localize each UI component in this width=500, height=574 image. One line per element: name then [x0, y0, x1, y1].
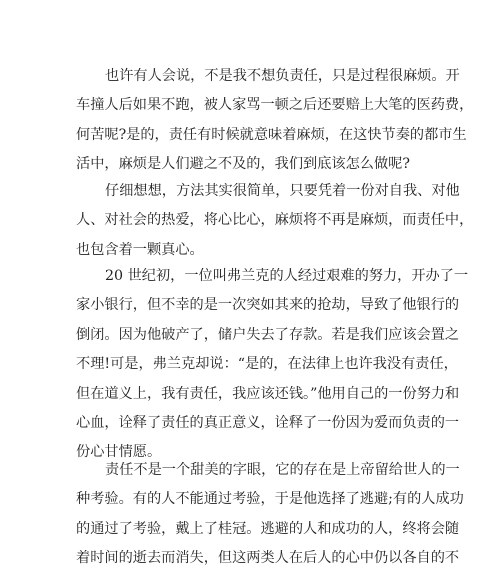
text-line: 20 世纪初，一位叫弗兰克的人经过艰难的努力，开办了一 — [105, 268, 469, 284]
text-line: 不理!可是，弗兰克却说：“是的，在法律上也许我没有责任， — [76, 356, 458, 373]
paragraph-2 — [76, 177, 474, 265]
paragraph-1 — [76, 62, 474, 180]
text-line: 也许有人会说，不是我不想负责任，只是过程很麻烦。开 — [105, 68, 460, 84]
text-line: 活中，麻烦是人们避之不及的，我们到底该怎么做呢? — [76, 156, 410, 173]
paragraph-4 — [76, 456, 464, 574]
text-line: 份心甘情愿。 — [76, 444, 162, 461]
text-line: 心血，诠释了责任的真正意义，诠释了一份因为爱而负责的一 — [76, 414, 460, 431]
text-line: 种考验。有的人不能通过考验，于是他选择了逃避;有的人成功 — [76, 491, 464, 508]
text-line: 着时间的逝去而消失，但这两类人在后人的心中仍以各自的不 — [76, 550, 460, 567]
text-line: 人、对社会的热爱，将心比心，麻烦将不再是麻烦，而责任中， — [76, 212, 474, 229]
text-line: 也包含着一颗真心。 — [76, 241, 204, 258]
text-line: 家小银行，但不幸的是一次突如其来的抢劫，导致了他银行的 — [76, 297, 460, 314]
text-line: 倒闭。因为他破产了，储户失去了存款。若是我们应该会置之 — [76, 326, 460, 343]
text-line: 的通过了考验，戴上了桂冠。逃避的人和成功的人，终将会随 — [76, 520, 460, 537]
paragraph-3 — [76, 262, 469, 468]
text-line: 但在道义上，我有责任，我应该还钱。”他用自己的一份努力和 — [76, 385, 460, 402]
text-line: 车撞人后如果不跑，被人家骂一顿之后还要赔上大笔的医药费， — [76, 97, 474, 114]
text-line: 仔细想想，方法其实很简单，只要凭着一份对自我、对他 — [105, 183, 460, 199]
text-line: 何苦呢?是的，责任有时候就意味着麻烦，在这快节奏的都市生 — [76, 126, 467, 143]
text-line: 责任不是一个甜美的字眼，它的存在是上帝留给世人的一 — [105, 462, 460, 478]
